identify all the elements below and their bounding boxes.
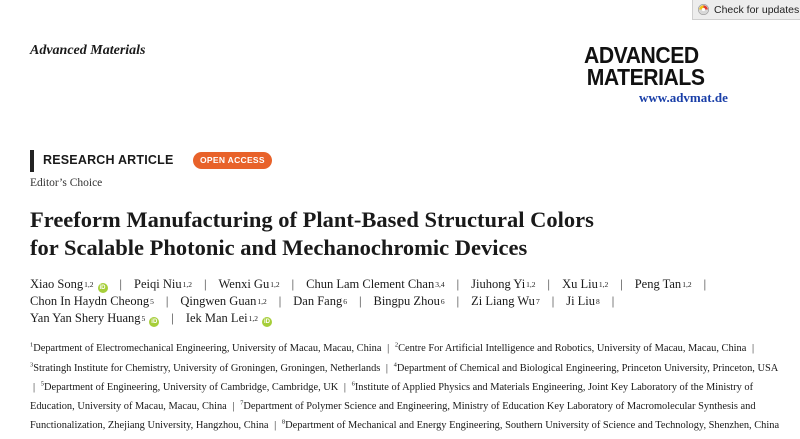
- author-name: Peng Tan: [634, 277, 682, 291]
- author-separator: |: [611, 294, 615, 308]
- affiliation-text: Department of Engineering, University of Cambridge, Cambridge, UK: [43, 381, 339, 393]
- author-name-link[interactable]: [218, 276, 279, 294]
- author-name-link[interactable]: [635, 276, 692, 294]
- author-separator: |: [547, 277, 551, 291]
- affiliation-text: Institute of Applied Physics and Materials Engineering, Joint Key Laboratory of the Ministry of Education, University of Macau, Macau, China: [30, 381, 754, 412]
- affiliation-separator: |: [385, 362, 389, 374]
- author-name: Jiuhong Yi: [471, 277, 526, 291]
- affiliation-number: 4: [393, 361, 397, 369]
- author-separator: |: [620, 277, 623, 291]
- author-list: [30, 276, 770, 327]
- author-name: Yan Yan Shery Huang: [30, 311, 141, 325]
- orcid-icon[interactable]: iD: [151, 319, 158, 325]
- affiliation-number: 6: [351, 380, 355, 388]
- author-row: [30, 276, 770, 293]
- author-name-link[interactable]: [471, 293, 540, 311]
- author-separator: |: [456, 294, 460, 308]
- author-name-link[interactable]: [566, 293, 600, 311]
- author-name: Iek Man Lei: [185, 311, 248, 325]
- author-name-link[interactable]: [471, 276, 535, 294]
- affiliation-item: [394, 363, 778, 374]
- affiliation-item: [30, 343, 382, 354]
- article-title-line-1: Freeform Manufacturing of Plant-Based Structural Colors: [30, 207, 594, 232]
- affiliation-separator: |: [33, 381, 36, 393]
- author-separator: |: [119, 277, 123, 291]
- author-affiliation-number: 6: [440, 297, 445, 306]
- affiliation-separator: |: [751, 343, 755, 355]
- author-name-link[interactable]: [30, 276, 108, 294]
- journal-url-link[interactable]: www.advmat.de: [639, 90, 728, 105]
- affiliation-text: Department of Mechanical and Energy Engineering, Southern University of Science and Technology, Shenzhen, China: [285, 419, 780, 431]
- author-name: Zi Liang Wu: [471, 294, 535, 308]
- author-name-link[interactable]: [30, 310, 159, 328]
- author-affiliation-number: 1,2: [182, 280, 192, 289]
- author-affiliation-number: 1,2: [526, 280, 536, 289]
- affiliation-text: Department of Chemical and Biological Engineering, Princeton University, Princeton, USA: [396, 362, 778, 374]
- author-affiliation-number: 1,2: [270, 280, 280, 289]
- author-separator: |: [551, 294, 555, 308]
- author-name: Ji Liu: [566, 294, 596, 308]
- author-separator: |: [703, 277, 707, 291]
- author-name-link[interactable]: [374, 293, 445, 311]
- author-separator: |: [358, 294, 362, 308]
- affiliation-text: Department of Polymer Science and Engineering, Ministry of Education Key Laboratory of Macromolecular Synthesis and Functionalization, Zhejiang University, Hangzhou, China: [30, 400, 756, 431]
- author-name: Qingwen Guan: [180, 294, 257, 308]
- author-name-link[interactable]: [562, 276, 608, 294]
- orcid-icon[interactable]: iD: [99, 285, 106, 291]
- open-access-badge: OPEN ACCESS: [193, 152, 272, 169]
- author-name-link[interactable]: [134, 276, 192, 294]
- check-for-updates-button[interactable]: [692, 0, 800, 20]
- affiliation-separator: |: [232, 400, 235, 412]
- author-affiliation-number: 1,2: [257, 297, 267, 306]
- section-label: Editor’s Choice: [30, 177, 103, 189]
- author-name: Bingpu Zhou: [373, 294, 440, 308]
- article-title: [30, 206, 730, 262]
- affiliation-separator: |: [274, 419, 277, 431]
- logo-line-materials: MATERIALS: [586, 64, 705, 90]
- author-affiliation-number: 3,4: [435, 280, 445, 289]
- orcid-icon[interactable]: iD: [263, 319, 270, 325]
- journal-logo: [584, 44, 744, 89]
- author-name: Chon In Haydn Cheong: [30, 294, 150, 308]
- logo-line-advanced: ADVANCED: [584, 42, 699, 68]
- author-name-link[interactable]: [306, 276, 444, 294]
- author-affiliation-number: 6: [343, 297, 347, 306]
- author-affiliation-number: 7: [535, 297, 540, 306]
- author-name-link[interactable]: [293, 293, 347, 311]
- affiliation-separator: |: [343, 381, 346, 393]
- affiliation-separator: |: [387, 343, 390, 355]
- author-affiliation-number: 5: [141, 314, 146, 323]
- author-separator: |: [278, 294, 282, 308]
- author-row: [30, 293, 770, 310]
- author-name: Chun Lam Clement Chan: [306, 277, 435, 291]
- author-affiliation-number: 1,2: [248, 314, 258, 323]
- author-name: Xiao Song: [30, 277, 84, 291]
- author-name: Peiqi Niu: [134, 277, 182, 291]
- author-name: Xu Liu: [562, 277, 598, 291]
- author-separator: |: [165, 294, 169, 308]
- affiliation-text: Stratingh Institute for Chemistry, University of Groningen, Groningen, Netherlands: [33, 362, 381, 374]
- author-separator: |: [456, 277, 460, 291]
- author-name-link[interactable]: [186, 310, 272, 328]
- article-title-line-2: for Scalable Photonic and Mechanochromic Devices: [30, 235, 528, 260]
- article-type: RESEARCH ARTICLE: [43, 153, 174, 167]
- affiliation-item: [41, 382, 339, 393]
- affiliation-text: Centre For Artificial Intelligence and Robotics, University of Macau, Macau, China: [398, 343, 747, 355]
- author-row: [30, 310, 770, 327]
- affiliation-number: 8: [281, 418, 286, 426]
- check-for-updates-label: Check for updates: [714, 3, 800, 16]
- affiliation-number: 5: [40, 380, 44, 388]
- author-affiliation-number: 1,2: [84, 280, 94, 289]
- affiliation-item: [282, 420, 779, 431]
- author-affiliation-number: 8: [596, 297, 600, 306]
- affiliation-text: Department of Electromechanical Engineering, University of Macau, Macau, China: [33, 343, 382, 355]
- affiliation-item: [30, 363, 380, 374]
- author-separator: |: [171, 311, 174, 325]
- check-for-updates-icon: [698, 4, 709, 15]
- journal-name: Advanced Materials: [30, 43, 146, 58]
- author-name-link[interactable]: [180, 293, 266, 311]
- affiliation-item: [395, 343, 747, 354]
- author-separator: |: [291, 277, 295, 291]
- author-separator: |: [203, 277, 207, 291]
- affiliations: [30, 338, 780, 433]
- affiliation-number: 3: [30, 361, 34, 369]
- affiliation-number: 7: [240, 399, 244, 407]
- author-name-link[interactable]: [30, 293, 154, 311]
- author-affiliation-number: 1,2: [598, 280, 609, 289]
- affiliation-number: 2: [394, 342, 399, 349]
- author-name: Wenxi Gu: [218, 277, 270, 291]
- author-affiliation-number: 1,2: [682, 280, 692, 289]
- affiliation-number: 1: [30, 342, 34, 349]
- author-affiliation-number: 5: [150, 297, 154, 306]
- author-name: Dan Fang: [293, 294, 343, 308]
- article-type-bar: [30, 150, 34, 172]
